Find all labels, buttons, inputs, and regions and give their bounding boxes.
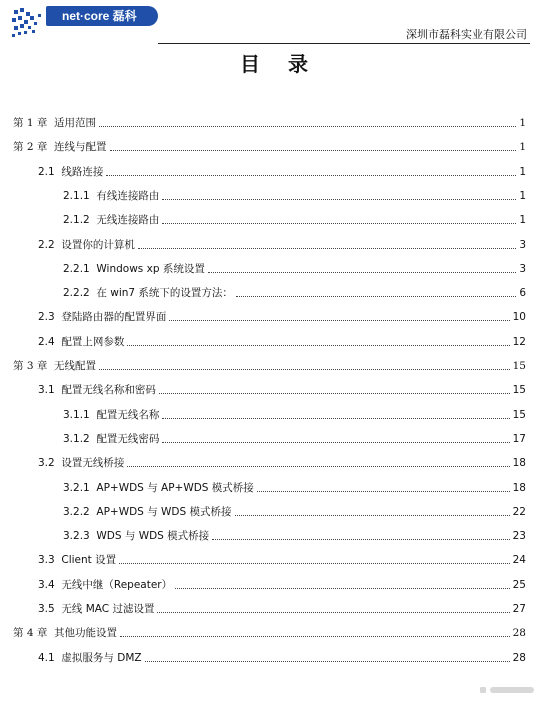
- toc-entry-page: 17: [512, 432, 526, 445]
- toc-leader-dots: [236, 296, 516, 297]
- watermark-mark-icon: [478, 683, 538, 697]
- toc-entry-label: 适用范围: [54, 117, 97, 129]
- toc-entry-number: 2.2.2: [63, 287, 90, 300]
- toc-entry-number: 2.1: [38, 165, 55, 178]
- logo-text: net·core 磊科: [46, 6, 158, 26]
- toc-entry-label: 配置无线密码: [96, 432, 160, 445]
- toc-leader-dots: [169, 320, 509, 321]
- toc-leader-dots: [127, 345, 509, 346]
- toc-leader-dots: [175, 588, 509, 589]
- toc-entry-page: 22: [512, 505, 526, 518]
- toc-leader-dots: [162, 418, 509, 419]
- toc-entry-page: 6: [519, 287, 526, 300]
- toc-entry-number: 3.5: [38, 603, 55, 615]
- toc-entry-number: 第 3 章: [13, 360, 48, 372]
- toc-entry-page: 23: [512, 530, 526, 543]
- toc-leader-dots: [162, 199, 516, 200]
- toc-entry-page: 3: [519, 262, 526, 275]
- toc-entry-number: 3.2: [38, 457, 55, 470]
- toc-entry-page: 15: [512, 384, 526, 397]
- toc-entry[interactable]: [38, 552, 526, 568]
- toc-leader-dots: [212, 539, 509, 540]
- toc-entry-number: 3.3: [38, 554, 55, 567]
- toc-entry[interactable]: [38, 237, 526, 253]
- toc-entry[interactable]: [38, 601, 526, 617]
- header-divider: [158, 43, 530, 44]
- toc-entry[interactable]: [63, 261, 526, 277]
- toc-entry-number: 3.1.1: [63, 408, 90, 421]
- toc-entry-label: AP+WDS 与 WDS 模式桥接: [96, 505, 232, 518]
- company-name: 深圳市磊科实业有限公司: [406, 28, 527, 41]
- toc-entry-label: 连线与配置: [54, 141, 107, 154]
- toc-leader-dots: [127, 466, 509, 467]
- toc-entry-number: 4.1: [38, 651, 55, 664]
- toc-leader-dots: [110, 150, 517, 151]
- toc-entry-page: 3: [519, 238, 526, 251]
- toc-entry-page: 1: [519, 117, 526, 129]
- toc-entry-label: 线路连接: [61, 165, 104, 178]
- toc-leader-dots: [119, 563, 509, 564]
- toc-entry-label: 虚拟服务与 DMZ: [61, 651, 142, 664]
- toc-entry-label: 配置上网参数: [61, 335, 125, 348]
- toc-entry-label: 登陆路由器的配置界面: [61, 311, 167, 324]
- toc-entry[interactable]: [38, 455, 526, 471]
- toc-entry[interactable]: [13, 115, 526, 131]
- toc-leader-dots: [162, 442, 509, 443]
- toc-leader-dots: [159, 393, 510, 394]
- toc-entry[interactable]: [38, 577, 526, 593]
- toc-entry-page: 1: [519, 189, 526, 202]
- toc-entry-label: AP+WDS 与 AP+WDS 模式桥接: [96, 481, 254, 494]
- toc-entry-page: 18: [512, 457, 526, 470]
- toc-entry-label: 配置无线名称: [96, 408, 160, 421]
- toc-entry-page: 28: [512, 651, 526, 664]
- toc-entry[interactable]: [63, 188, 526, 204]
- toc-entry-label: WDS 与 WDS 模式桥接: [96, 530, 210, 543]
- toc-entry-label: 设置你的计算机: [61, 238, 135, 251]
- toc-leader-dots: [99, 369, 510, 370]
- toc-entry-number: 2.4: [38, 335, 55, 348]
- toc-entry[interactable]: [38, 382, 526, 398]
- toc-leader-dots: [138, 248, 516, 249]
- toc-entry-number: 3.1: [38, 384, 55, 397]
- toc-entry-label: 有线连接路由: [96, 189, 160, 202]
- toc-leader-dots: [208, 272, 516, 273]
- toc-entry-page: 12: [512, 335, 526, 348]
- toc-entry-page: 28: [512, 627, 526, 640]
- toc-entry-label: 设置无线桥接: [61, 457, 125, 470]
- toc-title: 目录: [240, 52, 336, 76]
- toc-entry-page: 15: [512, 408, 526, 421]
- toc-entry[interactable]: [13, 358, 526, 374]
- toc-entry-page: 1: [519, 141, 526, 154]
- toc-entry[interactable]: [63, 480, 526, 496]
- toc-entry-page: 1: [519, 165, 526, 178]
- toc-entry-label: 无线配置: [54, 360, 97, 372]
- toc-leader-dots: [235, 515, 510, 516]
- toc-entry[interactable]: [13, 625, 526, 641]
- toc-entry-label: Windows xp 系统设置: [96, 262, 205, 275]
- toc-entry-page: 27: [512, 603, 526, 615]
- toc-leader-dots: [106, 175, 516, 176]
- toc-entry-page: 1: [519, 214, 526, 227]
- toc-entry-number: 2.2: [38, 238, 55, 251]
- toc-entry-number: 3.1.2: [63, 432, 90, 445]
- toc-entry-number: 2.2.1: [63, 262, 90, 275]
- toc-entry[interactable]: [38, 309, 526, 325]
- toc-entry[interactable]: [63, 212, 526, 228]
- toc-entry-number: 3.2.2: [63, 505, 90, 518]
- toc-entry-label: 无线 MAC 过滤设置: [61, 603, 155, 615]
- toc-entry-number: 第 1 章: [13, 117, 48, 129]
- company-logo: [8, 4, 158, 44]
- toc-entry-number: 2.1.2: [63, 214, 90, 227]
- toc-entry-number: 2.3: [38, 311, 55, 324]
- toc-leader-dots: [157, 612, 509, 613]
- toc-entry-number: 第 4 章: [13, 627, 48, 640]
- toc-entry[interactable]: [63, 285, 526, 301]
- toc-entry[interactable]: [63, 431, 526, 447]
- toc-entry-number: 3.2.3: [63, 530, 90, 543]
- toc-leader-dots: [99, 126, 516, 127]
- toc-leader-dots: [120, 636, 510, 637]
- toc-leader-dots: [257, 491, 510, 492]
- toc-entry-label: Client 设置: [61, 554, 117, 567]
- toc-entry-label: 配置无线名称和密码: [61, 384, 156, 397]
- toc-entry-number: 3.2.1: [63, 481, 90, 494]
- toc-entry-page: 25: [512, 578, 526, 591]
- toc-entry-label: 无线中继（Repeater）: [61, 578, 173, 591]
- toc-entry-page: 15: [512, 360, 526, 372]
- toc-entry[interactable]: [13, 139, 526, 155]
- toc-entry[interactable]: [38, 334, 526, 350]
- toc-entry[interactable]: [38, 164, 526, 180]
- toc-entry-label: 在 win7 系统下的设置方法：: [96, 287, 233, 300]
- toc-entry-label: 其他功能设置: [54, 627, 118, 640]
- toc-entry-label: 无线连接路由: [96, 214, 160, 227]
- toc-leader-dots: [162, 223, 516, 224]
- toc-leader-dots: [145, 661, 510, 662]
- toc-entry[interactable]: [63, 528, 526, 544]
- toc-entry-page: 18: [512, 481, 526, 494]
- toc-entry[interactable]: [38, 650, 526, 666]
- toc-entry-page: 24: [512, 554, 526, 567]
- toc-entry-number: 3.4: [38, 578, 55, 591]
- toc-entry-page: 10: [512, 311, 526, 324]
- toc-entry[interactable]: [63, 407, 526, 423]
- toc-entry-number: 2.1.1: [63, 189, 90, 202]
- toc-entry[interactable]: [63, 504, 526, 520]
- toc-entry-number: 第 2 章: [13, 141, 48, 154]
